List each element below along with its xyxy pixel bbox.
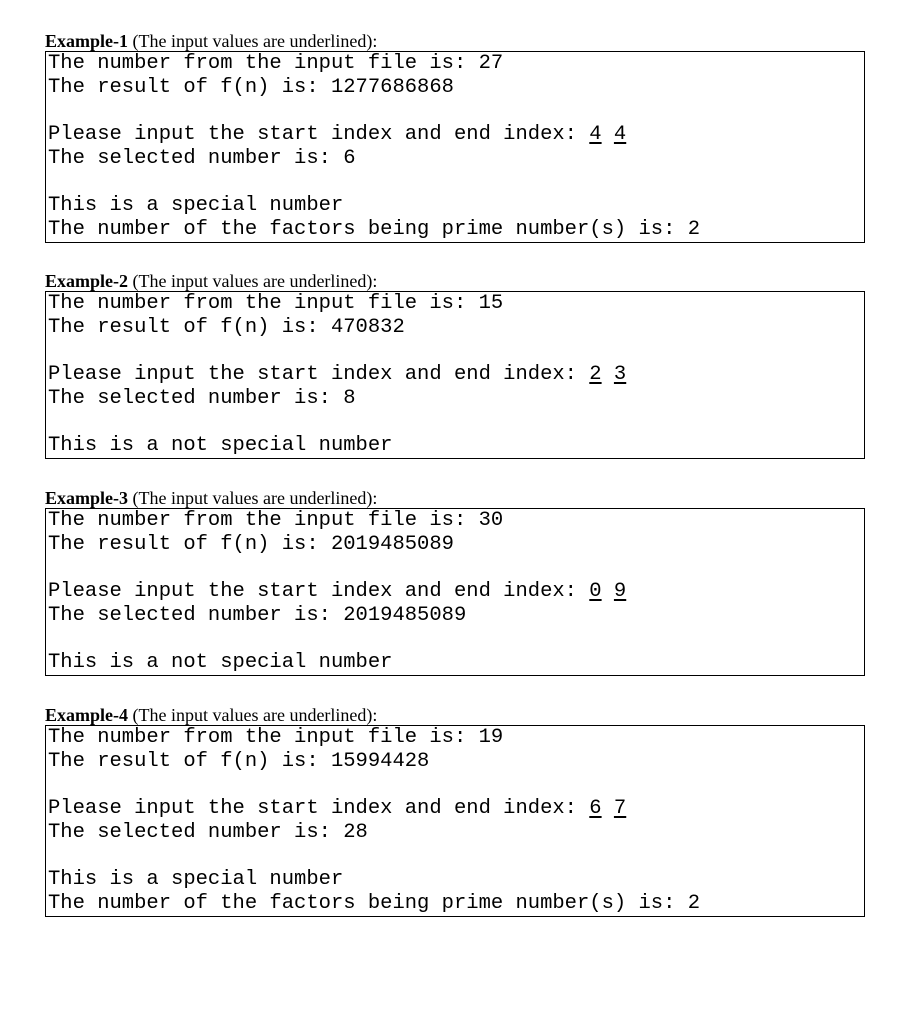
end-index-value: 4 [613, 123, 627, 147]
blank-line [48, 339, 864, 363]
console-output-box [45, 508, 865, 676]
index-prompt-text: Please input the start index and end index: [48, 580, 590, 604]
input-file-line: The number from the input file is: 30 [48, 509, 504, 532]
console-output-box [45, 291, 865, 459]
example-heading [45, 488, 865, 508]
special-status-line: This is a special number [48, 868, 344, 892]
example-heading [45, 31, 865, 51]
selected-number-line: The selected number is: 2019485089 [48, 603, 467, 627]
example-3 [45, 488, 865, 676]
example-1 [45, 31, 865, 243]
end-index-value: 3 [613, 363, 627, 387]
start-index-value: 0 [589, 580, 602, 604]
start-index-value: 2 [589, 363, 602, 387]
selected-number-line: The selected number is: 6 [48, 146, 356, 170]
example-2 [45, 271, 865, 459]
example-4 [45, 705, 865, 917]
console-output-box [45, 725, 865, 917]
blank-line [48, 410, 864, 434]
index-prompt-text: Please input the start index and end index: [48, 363, 590, 387]
example-title: Example-4 [45, 705, 128, 725]
blank-line [48, 627, 864, 651]
blank-line [48, 556, 864, 580]
prime-factors-line: The number of the factors being prime number(s) is: 2 [48, 217, 701, 241]
example-title: Example-1 [45, 31, 128, 51]
example-subtitle: (The input values are underlined): [128, 488, 378, 508]
blank-line [48, 170, 864, 194]
console-output-box [45, 51, 865, 243]
example-title: Example-3 [45, 488, 128, 508]
index-prompt-text: Please input the start index and end index: [48, 797, 590, 821]
index-prompt-text: Please input the start index and end index: [48, 123, 590, 147]
blank-line [48, 773, 864, 797]
index-prompt-line [48, 363, 864, 387]
example-title: Example-2 [45, 271, 128, 291]
result-line: The result of f(n) is: 470832 [48, 315, 405, 339]
result-line: The result of f(n) is: 1277686868 [48, 75, 454, 99]
example-subtitle: (The input values are underlined): [128, 271, 378, 291]
blank-line [48, 99, 864, 123]
result-line: The result of f(n) is: 15994428 [48, 749, 430, 773]
example-heading [45, 705, 865, 725]
input-file-line: The number from the input file is: 15 [48, 292, 504, 315]
end-index-value: 7 [613, 797, 627, 821]
start-index-value: 4 [589, 123, 602, 147]
example-heading [45, 271, 865, 291]
end-index-value: 9 [613, 580, 627, 604]
input-file-line: The number from the input file is: 27 [48, 52, 504, 75]
start-index-value: 6 [589, 797, 602, 821]
result-line: The result of f(n) is: 2019485089 [48, 532, 454, 556]
selected-number-line: The selected number is: 8 [48, 386, 356, 410]
index-prompt-line [48, 123, 864, 147]
index-prompt-line [48, 580, 864, 604]
blank-line [48, 844, 864, 868]
input-file-line: The number from the input file is: 19 [48, 726, 504, 749]
special-status-line: This is a not special number [48, 434, 393, 458]
selected-number-line: The selected number is: 28 [48, 820, 368, 844]
example-subtitle: (The input values are underlined): [128, 705, 378, 725]
special-status-line: This is a not special number [48, 651, 393, 675]
index-prompt-line [48, 797, 864, 821]
prime-factors-line: The number of the factors being prime number(s) is: 2 [48, 891, 701, 915]
example-subtitle: (The input values are underlined): [128, 31, 378, 51]
special-status-line: This is a special number [48, 194, 344, 218]
